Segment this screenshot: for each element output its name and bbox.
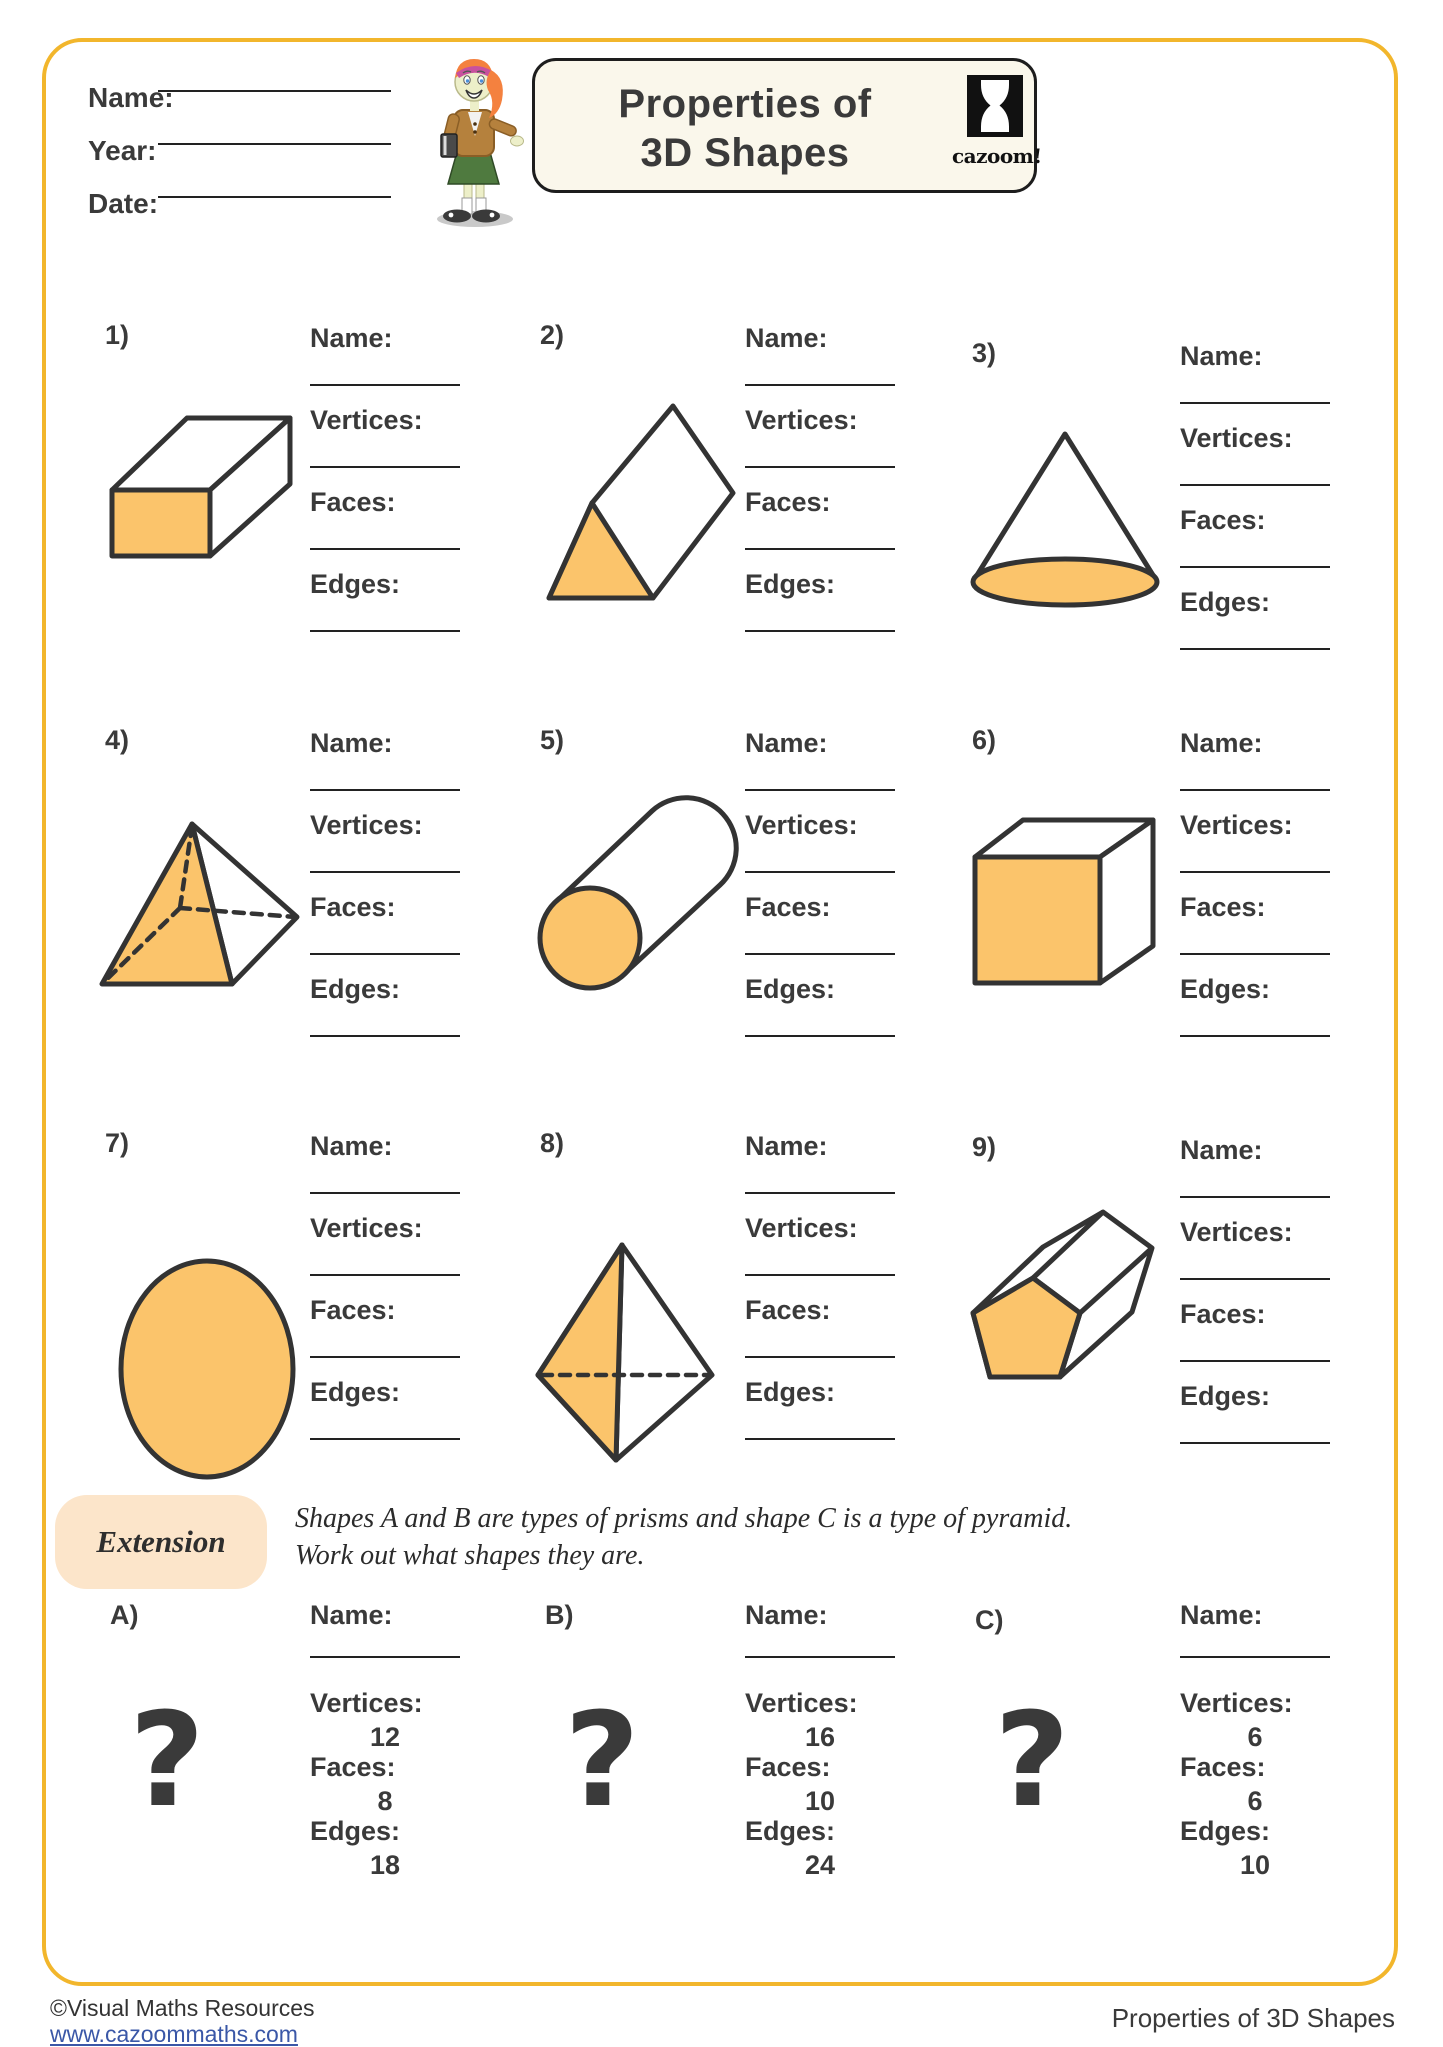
question-4-fields <box>310 727 468 1037</box>
edges-label: Edges: <box>1180 974 1271 1004</box>
edges-value: 24 <box>804 1850 836 1880</box>
extension-instruction-line-2: Work out what shapes they are. <box>295 1540 645 1571</box>
vertices-answer-line[interactable] <box>745 1274 895 1276</box>
edges-answer-line[interactable] <box>1180 1442 1330 1444</box>
faces-answer-line[interactable] <box>1180 1360 1330 1362</box>
question-2-fields <box>745 322 903 632</box>
edges-value: 18 <box>369 1850 401 1880</box>
edges-answer-line[interactable] <box>1180 648 1330 650</box>
vertices-value: 12 <box>369 1722 401 1752</box>
faces-label: Faces: <box>1180 1752 1266 1782</box>
faces-label: Faces: <box>310 1752 396 1782</box>
faces-label: Faces: <box>1180 892 1266 922</box>
name-label: Name: <box>1180 1135 1263 1165</box>
footer-document-title: Properties of 3D Shapes <box>1111 2003 1395 2033</box>
faces-label: Faces: <box>745 1752 831 1782</box>
faces-label: Faces: <box>1180 1299 1266 1329</box>
name-label: Name: <box>745 1600 828 1630</box>
vertices-answer-line[interactable] <box>745 871 895 873</box>
vertices-label: Vertices: <box>1180 810 1293 840</box>
year-write-line[interactable] <box>158 143 391 145</box>
question-1-fields <box>310 322 468 632</box>
faces-value: 6 <box>1247 1786 1263 1816</box>
unknown-shape-c-mark: ? <box>994 1684 1070 1836</box>
edges-answer-line[interactable] <box>310 630 460 632</box>
faces-label: Faces: <box>310 1295 396 1325</box>
name-label: Name: <box>1180 1600 1263 1630</box>
sphere-shape <box>115 1255 300 1483</box>
cuboid-shape <box>100 408 300 560</box>
vertices-label: Vertices: <box>1180 423 1293 453</box>
question-8-fields <box>745 1130 903 1440</box>
name-label: Name: <box>310 728 393 758</box>
name-label: Name: <box>310 323 393 353</box>
question-8-number: 8) <box>540 1128 565 1158</box>
question-9-number: 9) <box>972 1132 997 1162</box>
extension-item-a-letter: A) <box>110 1600 139 1630</box>
question-3-number: 3) <box>972 338 997 368</box>
square-pyramid-shape <box>92 812 307 994</box>
question-3-fields <box>1180 340 1338 650</box>
worksheet-title <box>545 80 945 178</box>
faces-answer-line[interactable] <box>1180 953 1330 955</box>
vertices-answer-line[interactable] <box>745 466 895 468</box>
vertices-label: Vertices: <box>1180 1688 1293 1718</box>
vertices-label: Vertices: <box>745 1688 858 1718</box>
vertices-label: Vertices: <box>310 405 423 435</box>
faces-value: 8 <box>377 1786 393 1816</box>
faces-label: Faces: <box>745 1295 831 1325</box>
name-answer-line[interactable] <box>1180 402 1330 404</box>
edges-label: Edges: <box>310 974 401 1004</box>
faces-label: Faces: <box>745 487 831 517</box>
edges-label: Edges: <box>1180 587 1271 617</box>
edges-answer-line[interactable] <box>310 1035 460 1037</box>
vertices-answer-line[interactable] <box>310 1274 460 1276</box>
copyright-text: ©Visual Maths Resources <box>50 1995 315 2021</box>
title-line-2: 3D Shapes <box>640 131 850 175</box>
cazoom-logo <box>952 74 1042 168</box>
name-label: Name: <box>745 1131 828 1161</box>
vertices-answer-line[interactable] <box>1180 871 1330 873</box>
faces-answer-line[interactable] <box>1180 566 1330 568</box>
cube-shape <box>968 812 1163 992</box>
extension-instruction-line-1: Shapes A and B are types of prisms and shape C is a type of pyramid. <box>295 1503 1073 1534</box>
name-answer-line[interactable] <box>1180 789 1330 791</box>
vertices-answer-line[interactable] <box>1180 1278 1330 1280</box>
vertices-label: Vertices: <box>745 810 858 840</box>
edges-label: Edges: <box>1180 1381 1271 1411</box>
question-4-number: 4) <box>105 725 130 755</box>
faces-answer-line[interactable] <box>745 953 895 955</box>
name-field-label: Name: <box>88 82 174 113</box>
year-field-label: Year: <box>88 135 157 166</box>
extension-instructions <box>295 1500 1345 1574</box>
vertices-label: Vertices: <box>745 405 858 435</box>
question-7-fields <box>310 1130 468 1440</box>
faces-answer-line[interactable] <box>310 548 460 550</box>
unknown-shape-b-mark: ? <box>564 1684 640 1836</box>
website-link[interactable]: www.cazoommaths.com <box>50 2021 298 2047</box>
name-label: Name: <box>745 728 828 758</box>
extension-item-b-fields <box>745 1600 903 1880</box>
unknown-shape-a-mark: ? <box>129 1684 205 1836</box>
date-write-line[interactable] <box>158 196 391 198</box>
vertices-value: 6 <box>1247 1722 1263 1752</box>
cazoom-logo-text: cazoom! <box>952 144 1042 168</box>
cylinder-shape <box>528 790 748 1000</box>
vertices-label: Vertices: <box>745 1213 858 1243</box>
edges-answer-line[interactable] <box>745 1035 895 1037</box>
question-7-number: 7) <box>105 1128 130 1158</box>
edges-label: Edges: <box>310 569 401 599</box>
vertices-value: 16 <box>804 1722 836 1752</box>
question-6-number: 6) <box>972 725 997 755</box>
edges-answer-line[interactable] <box>745 630 895 632</box>
name-answer-line[interactable] <box>745 384 895 386</box>
edges-label: Edges: <box>745 569 836 599</box>
name-answer-line[interactable] <box>1180 1656 1330 1658</box>
edges-label: Edges: <box>745 974 836 1004</box>
question-2-number: 2) <box>540 320 565 350</box>
name-label: Name: <box>310 1131 393 1161</box>
vertices-answer-line[interactable] <box>310 871 460 873</box>
faces-answer-line[interactable] <box>745 548 895 550</box>
edges-label: Edges: <box>310 1377 401 1407</box>
edges-label: Edges: <box>1180 1816 1271 1846</box>
faces-answer-line[interactable] <box>745 1356 895 1358</box>
name-answer-line[interactable] <box>1180 1196 1330 1198</box>
pentagonal-prism-shape <box>955 1198 1170 1393</box>
question-5-fields <box>745 727 903 1037</box>
extension-item-c-letter: C) <box>975 1605 1004 1635</box>
name-answer-line[interactable] <box>310 789 460 791</box>
faces-answer-line[interactable] <box>310 1356 460 1358</box>
faces-label: Faces: <box>310 487 396 517</box>
name-answer-line[interactable] <box>310 1192 460 1194</box>
vertices-label: Vertices: <box>310 1688 423 1718</box>
name-answer-line[interactable] <box>310 384 460 386</box>
edges-answer-line[interactable] <box>745 1438 895 1440</box>
faces-label: Faces: <box>1180 505 1266 535</box>
faces-label: Faces: <box>310 892 396 922</box>
question-9-fields <box>1180 1134 1338 1444</box>
name-answer-line[interactable] <box>745 1192 895 1194</box>
faces-answer-line[interactable] <box>310 953 460 955</box>
name-label: Name: <box>1180 728 1263 758</box>
extension-item-b-letter: B) <box>545 1600 574 1630</box>
triangular-prism-shape <box>532 393 747 611</box>
edges-answer-line[interactable] <box>1180 1035 1330 1037</box>
edges-label: Edges: <box>745 1377 836 1407</box>
name-answer-line[interactable] <box>745 789 895 791</box>
name-label: Name: <box>310 1600 393 1630</box>
cazoom-logo-icon <box>966 74 1024 138</box>
date-field-label: Date: <box>88 188 159 219</box>
cone-shape <box>958 420 1172 612</box>
vertices-label: Vertices: <box>310 1213 423 1243</box>
edges-label: Edges: <box>745 1816 836 1846</box>
tetrahedron-shape <box>530 1235 720 1470</box>
name-answer-line[interactable] <box>310 1656 460 1658</box>
student-illustration <box>420 48 525 228</box>
title-line-1: Properties of <box>618 82 872 126</box>
question-6-fields <box>1180 727 1338 1037</box>
vertices-answer-line[interactable] <box>1180 484 1330 486</box>
name-write-line[interactable] <box>158 90 391 92</box>
extension-item-c-fields <box>1180 1600 1338 1880</box>
edges-label: Edges: <box>310 1816 401 1846</box>
edges-value: 10 <box>1239 1850 1271 1880</box>
vertices-answer-line[interactable] <box>310 466 460 468</box>
extension-badge-label: Extension <box>96 1524 226 1559</box>
name-label: Name: <box>1180 341 1263 371</box>
extension-item-a-fields <box>310 1600 468 1880</box>
faces-value: 10 <box>804 1786 836 1816</box>
question-1-number: 1) <box>105 320 130 350</box>
name-answer-line[interactable] <box>745 1656 895 1658</box>
edges-answer-line[interactable] <box>310 1438 460 1440</box>
name-label: Name: <box>745 323 828 353</box>
vertices-label: Vertices: <box>310 810 423 840</box>
extension-badge <box>55 1495 267 1589</box>
faces-label: Faces: <box>745 892 831 922</box>
vertices-label: Vertices: <box>1180 1217 1293 1247</box>
question-5-number: 5) <box>540 725 565 755</box>
